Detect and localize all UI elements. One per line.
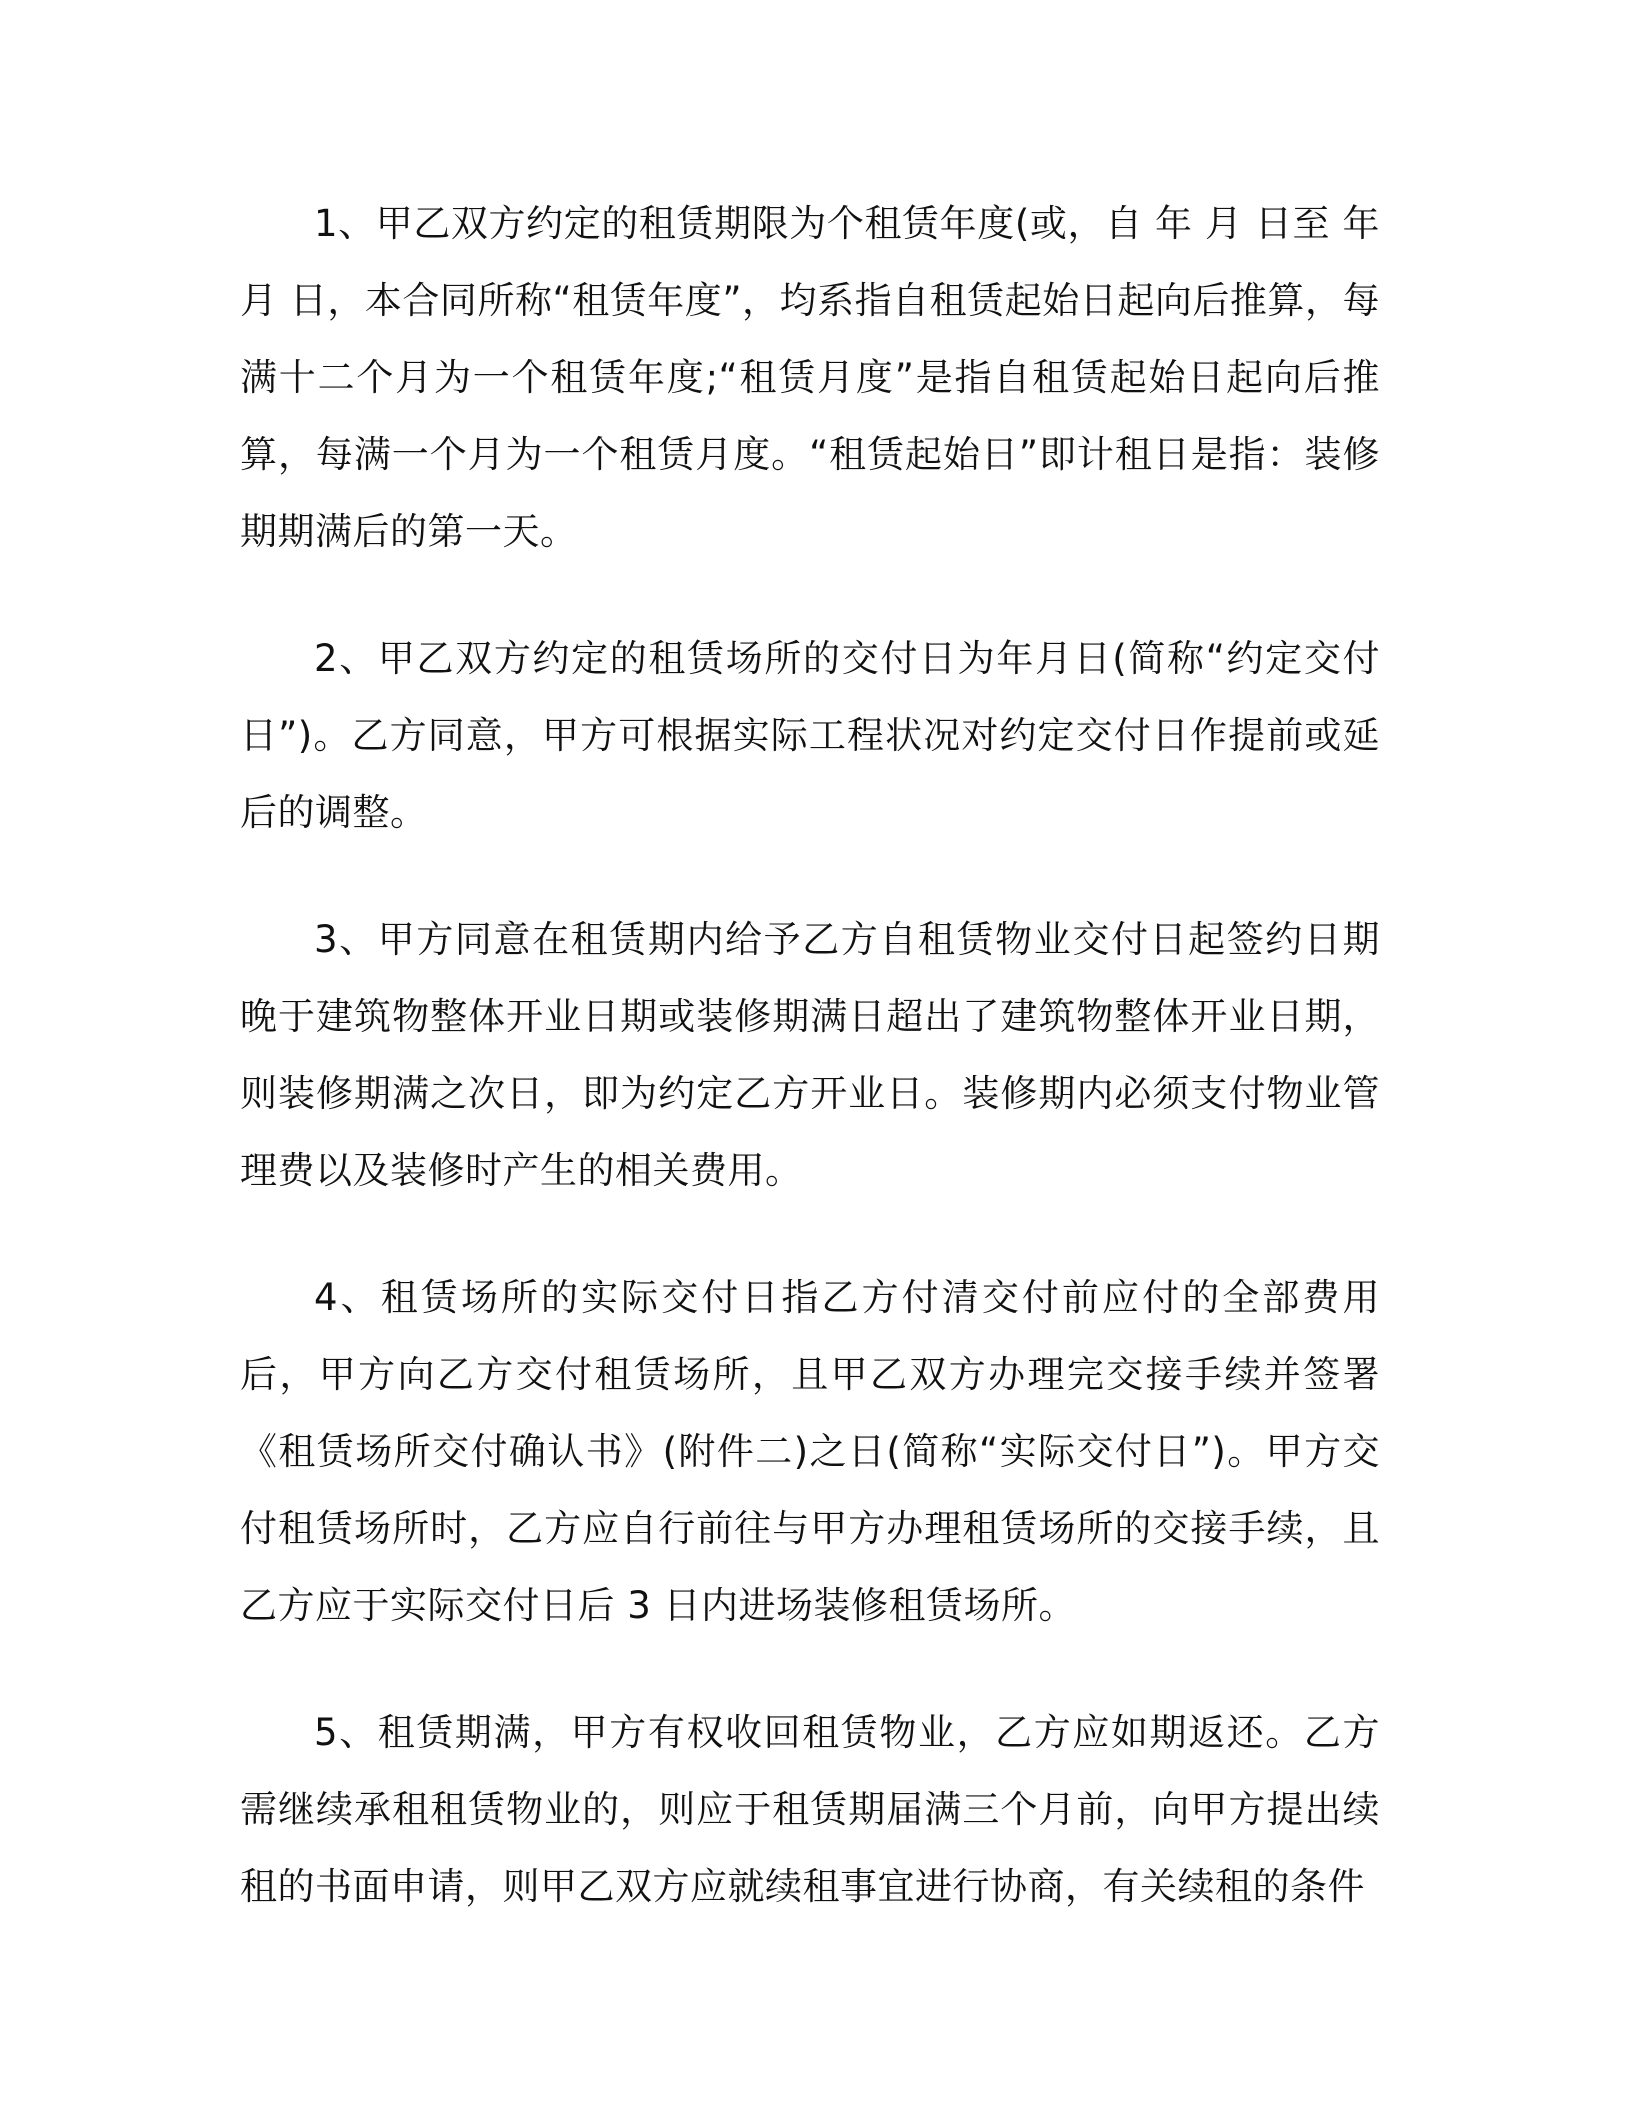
- clause-paragraph-3: 3、甲方同意在租赁期内给予乙方自租赁物业交付日起签约日期晚于建筑物整体开业日期或装修期满日超出了建筑物整体开业日期，则装修期满之次日，即为约定乙方开业日。装修期内必须支付物业管理费以及装修时产生的相关费用。: [240, 918, 1380, 1192]
- clause-paragraph-1: 1、甲乙双方约定的租赁期限为个租赁年度(或，自 年 月 日至 年 月 日，本合同所称“租赁年度”，均系指自租赁起始日起向后推算，每满十二个月为一个租赁年度;“租赁月度”是指自租赁起始日起向后推算，每满一个月为一个租赁月度。“租赁起始日”即计租日是指：装修期期满后的第一天。: [240, 202, 1380, 553]
- clause-paragraph-5: 5、租赁期满，甲方有权收回租赁物业，乙方应如期返还。乙方需继续承租租赁物业的，则应于租赁期届满三个月前，向甲方提出续租的书面申请，则甲乙双方应就续租事宜进行协商，有关续租的条件: [240, 1711, 1380, 1908]
- clause-paragraph-2: 2、甲乙双方约定的租赁场所的交付日为年月日(简称“约定交付日”)。乙方同意，甲方可根据实际工程状况对约定交付日作提前或延后的调整。: [240, 637, 1380, 834]
- document-body: [240, 185, 1380, 1975]
- clause-paragraph-4: 4、租赁场所的实际交付日指乙方付清交付前应付的全部费用后，甲方向乙方交付租赁场所，且甲乙双方办理完交接手续并签署《租赁场所交付确认书》(附件二)之日(简称“实际交付日”)。甲方交付租赁场所时，乙方应自行前往与甲方办理租赁场所的交接手续，且乙方应于实际交付日后 3 日内进场装修租赁场所。: [240, 1276, 1380, 1627]
